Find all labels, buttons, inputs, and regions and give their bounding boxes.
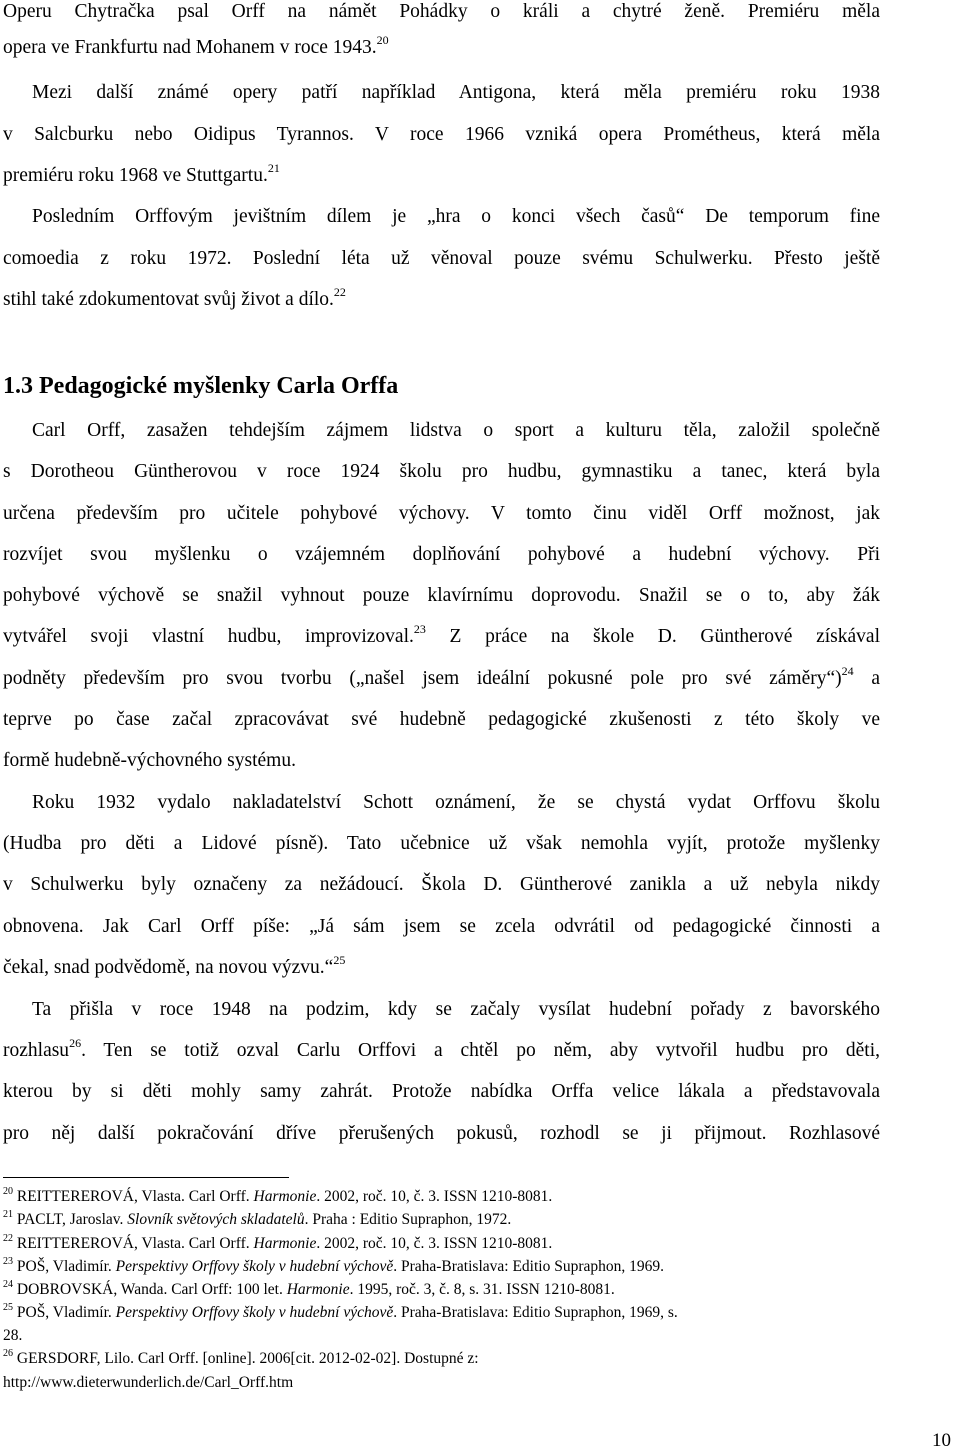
footnote: $^{22}$ REITTEREROVÁ, Vlasta. Carl Orff. Harmonie. 2002, roč. 10, č. 3. ISSN 1210-8081.: [3, 1233, 553, 1252]
footnote-ref: 24: [841, 664, 854, 678]
body-line: Carl Orff, zasažen tehdejším zájmem lidstva o sport a kulturu těla, založil společně: [32, 420, 880, 441]
body-line: v Schulwerku byly označeny za nežádoucí. Škola D. Güntherové zanikla a už nebyla nikdy: [3, 874, 880, 895]
body-line: comoedia z roku 1972. Poslední léta už věnoval pouze svému Schulwerku. Přesto ještě: [3, 248, 880, 269]
footnote: $^{23}$ POŠ, Vladimír. Perspektivy Orffovy školy v hudební výchově. Praha-Bratislava: Editio Supraphon, 1969.: [3, 1256, 664, 1275]
body-line: pohybové výchově se snažil vyhnout pouze klavírnímu doprovodu. Snažil se o to, aby žák: [3, 585, 880, 606]
footnote-ref: 23: [413, 622, 426, 636]
body-line: Operu Chytračka psal Orff na námět Pohádky o králi a chytré ženě. Premiéru měla: [3, 1, 880, 22]
body-line: podněty především pro svou tvorbu („našel jsem ideální pokusné pole pro své záměry“)$^{24}$ a: [3, 664, 881, 689]
body-line: obnovena. Jak Carl Orff píše: „Já sám jsem se zcela odvrátil od pedagogické činnosti a: [3, 916, 880, 937]
footnote: 28.: [3, 1327, 23, 1344]
section-heading: 1.3 Pedagogické myšlenky Carla Orffa: [3, 373, 399, 399]
body-line: teprve po čase začal zpracovávat své hudebně pedagogické zkušenosti z této školy ve: [3, 709, 880, 730]
body-line: opera ve Frankfurtu nad Mohanem v roce 1943.20: [3, 33, 389, 58]
footnote: $^{20}$ REITTEREROVÁ, Vlasta. Carl Orff. Harmonie. 2002, roč. 10, č. 3. ISSN 1210-8081.: [3, 1186, 553, 1205]
body-line: v Salcburku nebo Oidipus Tyrannos. V roce 1966 vzniká opera Prométheus, která měla: [3, 124, 880, 145]
footnote: $^{24}$ DOBROVSKÁ, Wanda. Carl Orff: 100 let. Harmonie. 1995, roč. 3, č. 8, s. 31. ISSN 1210-8081.: [3, 1279, 615, 1298]
body-line: Posledním Orffovým jevištním dílem je „hra o konci všech časů“ De temporum fine: [32, 206, 880, 227]
footnote-separator: [3, 1177, 289, 1178]
body-line: s Dorotheou Güntherovou v roce 1924 školu pro hudbu, gymnastiku a tanec, která byla: [3, 461, 880, 482]
footnote: $^{21}$ PACLT, Jaroslav. Slovník světových skladatelů. Praha : Editio Supraphon, 1972.: [3, 1209, 512, 1228]
footnote-ref: 25: [333, 953, 346, 967]
body-line: pro něj další pokračování dříve přerušených pokusů, rozhodl se ji přijmout. Rozhlasové: [3, 1123, 880, 1144]
body-line: Roku 1932 vydalo nakladatelství Schott oznámení, že se chystá vydat Orffovu školu: [32, 792, 880, 813]
body-line: Mezi další známé opery patří například Antigona, která měla premiéru roku 1938: [32, 82, 880, 103]
footnote: $^{25}$ POŠ, Vladimír. Perspektivy Orffovy školy v hudební výchově. Praha-Bratislava: Editio Supraphon, 1969, s.: [3, 1302, 678, 1321]
footnote: $^{26}$ GERSDORF, Lilo. Carl Orff. [online]. 2006[cit. 2012-02-02]. Dostupné z:: [3, 1348, 479, 1367]
footnote-url: http://www.dieterwunderlich.de/Carl_Orff.htm: [3, 1374, 294, 1391]
body-line: čekal, snad podvědomě, na novou výzvu.“$^{25}$: [3, 953, 346, 978]
body-line: kterou by si děti mohly samy zahrát. Protože nabídka Orffa velice lákala a představovala: [3, 1081, 880, 1102]
footnote-ref: 20: [376, 33, 389, 47]
body-line: rozhlasu$^{26}$. Ten se totiž ozval Carlu Orffovi a chtěl po něm, aby vytvořil hudbu pro děti,: [3, 1036, 880, 1061]
body-line: formě hudebně-výchovného systému.: [3, 750, 296, 771]
page-number: 10: [932, 1430, 951, 1451]
body-line: Ta přišla v roce 1948 na podzim, kdy se začaly vysílat hudební pořady z bavorského: [32, 999, 880, 1020]
footnote-ref: 21: [267, 161, 280, 175]
footnote-ref: 22: [333, 285, 346, 299]
footnote-ref: 26: [69, 1036, 82, 1050]
body-line: (Hudba pro děti a Lidové písně). Tato učebnice už však nemohla vyjít, protože myšlenky: [3, 833, 880, 854]
body-line: rozvíjet svou myšlenku o vzájemném doplňování pohybové a hudební výchovy. Při: [3, 544, 880, 565]
body-line: premiéru roku 1968 ve Stuttgartu.$^{21}$: [3, 161, 280, 186]
body-line: vytvářel svoji vlastní hudbu, improvizoval.$^{23}$ Z práce na škole D. Güntherové získával: [3, 622, 880, 647]
body-line: stihl také zdokumentovat svůj život a dílo.$^{22}$: [3, 285, 346, 310]
body-line: určena především pro učitele pohybové výchovy. V tomto činu viděl Orff možnost, jak: [3, 503, 880, 524]
